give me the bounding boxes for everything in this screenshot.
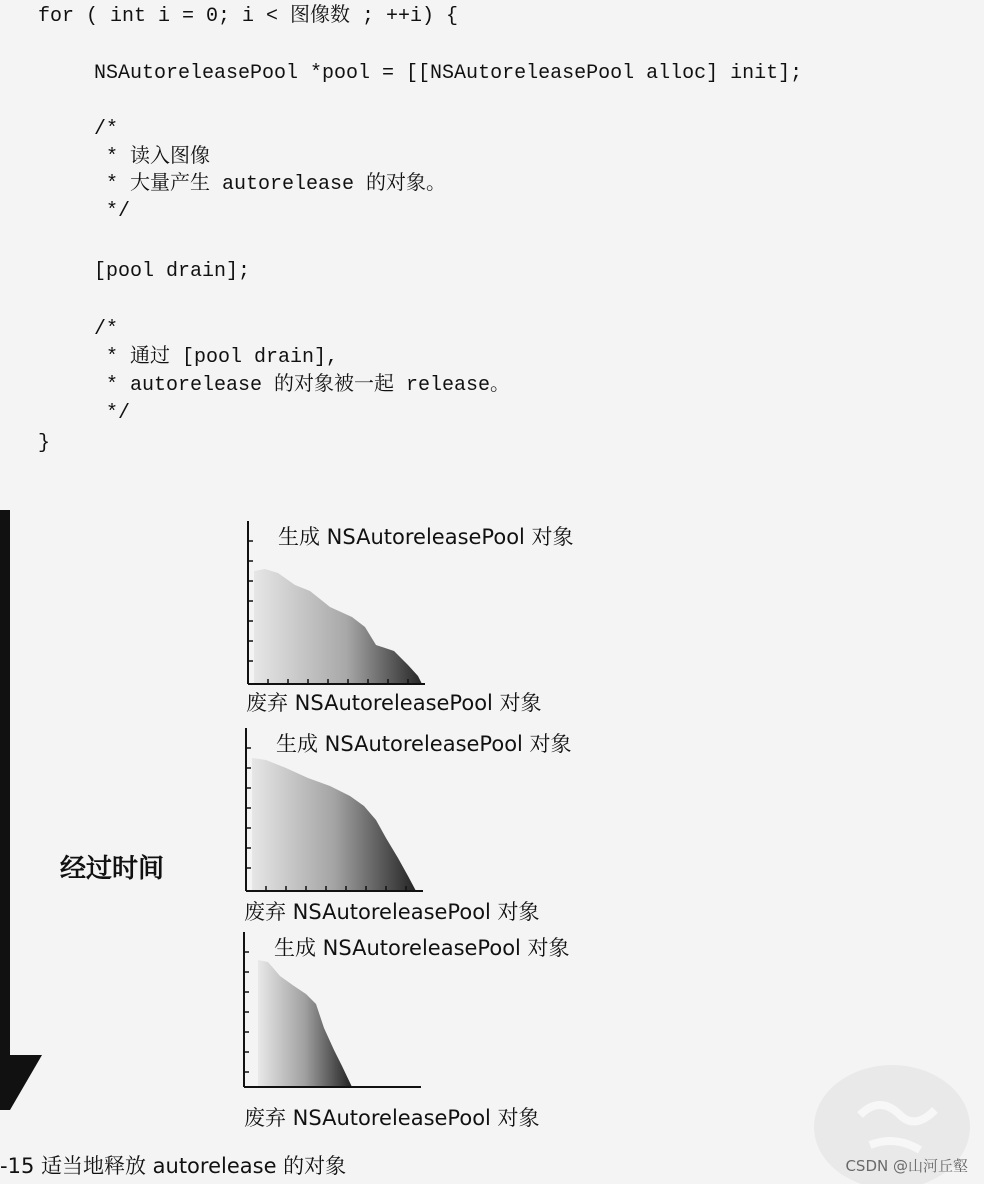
code-line-comment2-close: */ [106,402,131,425]
code-line-comment2-drain: * 通过 [pool drain], [106,346,339,369]
timeline-arrow-shaft [0,510,10,1065]
code-line-pool-drain: [pool drain]; [94,260,251,283]
panel-discard-label: 废弃 NSAutoreleasePool 对象 [244,900,540,924]
memory-graph-1 [240,521,430,691]
timeline-label: 经过时间 [60,854,165,884]
code-line-comment-close: */ [106,200,131,223]
memory-area-3 [258,960,352,1087]
code-line-pool-init: NSAutoreleasePool *pool = [[NSAutoreleasePool alloc] init]; [94,62,803,85]
timeline-arrow-head-icon [0,1055,42,1110]
memory-graph-2 [238,728,428,898]
memory-graph-3 [236,932,426,1102]
pool-panel-1 [230,515,650,720]
watermark-text: CSDN @山河丘壑 [845,1157,968,1175]
panel-create-label: 生成 NSAutoreleasePool 对象 [274,936,570,960]
code-listing [0,0,984,470]
code-line-comment2-release: * autorelease 的对象被一起 release。 [106,374,511,397]
panel-discard-label: 废弃 NSAutoreleasePool 对象 [246,691,542,715]
panel-create-label: 生成 NSAutoreleasePool 对象 [278,525,574,549]
code-line-closing-brace: } [38,432,51,455]
memory-area-2 [252,758,416,891]
figure-caption: -15 适当地释放 autorelease 的对象 [0,1154,347,1178]
code-line-comment-read-image: * 读入图像 [106,146,211,169]
code-line-comment-open: /* [94,118,119,141]
code-line-comment2-open: /* [94,318,119,341]
panel-create-label: 生成 NSAutoreleasePool 对象 [276,732,572,756]
memory-area-1 [254,569,422,684]
panel-discard-label: 废弃 NSAutoreleasePool 对象 [244,1106,540,1130]
code-line-comment-many-objects: * 大量产生 autorelease 的对象。 [106,173,447,196]
pool-panel-2 [230,724,650,929]
code-line-for-loop: for ( int i = 0; i < 图像数 ; ++i) { [38,5,459,28]
pool-panel-3 [230,928,650,1133]
